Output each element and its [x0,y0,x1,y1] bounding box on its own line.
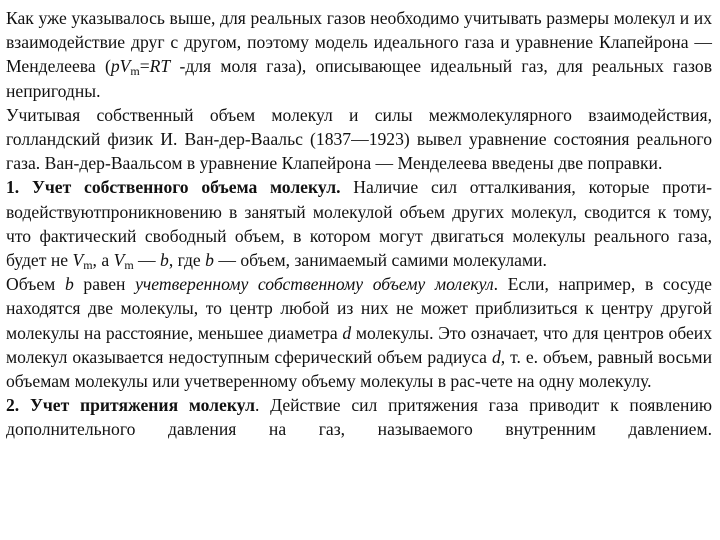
p4-text-e: молекулы. Это означает, что для центров обеих молекул оказывается недоступным сферический объем радиуса [6,322,713,367]
subscript-m1: m [83,258,93,273]
heading-attraction: 2. Учет притяжения молекул [6,395,255,416]
paragraph-3 [6,175,712,272]
p4-text-d: . Если, например, в сосуде находятся две молекулы, то центр любой из них не может приблизиться к центру другой молекулы на расстояние, меньшее диаметра [6,274,712,343]
var-v2: V [113,250,125,271]
paragraph-2: Учитывая собственный объем молекул и силы межмолекулярного взаимодействия, голландский физик И. Ван-дер-Ваальс (1837—1923) вывел уравнение состояния реального газа. Ван-дер-Ваальсом в уравнение Клапейрона — Менделеева введены две поправки. [6,104,712,174]
italic-phrase: учетверенному собственному объему молекул [135,274,494,295]
p3-text-c: , а [92,250,114,271]
paragraph-1 [6,6,712,103]
p5-text-a: . Действие сил притяжения газа приводит к появлению дополнительного давления на газ, называемого внутренним давлением. [6,395,713,440]
var-v: V [119,56,131,77]
p4-text-c: равен [73,274,136,295]
var-b2: b [205,250,214,271]
paragraph-4 [6,272,712,393]
subscript-m: m [130,64,140,79]
var-b1: b [160,250,169,271]
p1-text-b: -для моля газа), описывающее идеальный газ, для реальных газов непригодны. [6,56,712,101]
paragraph-5 [6,393,712,441]
p3-text-a: Наличие сил отталкивания, которые проти-водействуютпроникновению в занятый молекулой объем других молекул, сводится к тому, что фактический свободный объем, в котором могут двигаться молекулы реального газа, будет не [6,177,712,271]
var-p: p [110,56,120,77]
p3-text-e: , где [168,250,206,271]
p3-text-d: — [133,250,161,271]
heading-own-volume: 1. Учет собственного объема молекул. [6,177,341,198]
subscript-m2: m [124,258,134,273]
var-b: b [64,274,74,295]
p3-text-f: — объем, занимаемый самими молекулами. [213,250,547,271]
var-d2: d, [491,346,506,367]
p4-text-f: т. е. объем, равный восьми объемам молекулы или учетверенному объему молекулы в рас-чете на одну молекулу. [6,346,712,392]
var-d: d [342,322,352,343]
equals-sign: = [139,56,150,77]
var-v1: V [72,250,84,271]
var-rt: RT [149,56,171,77]
p1-text-a: Как уже указывалось выше, для реальных газов необходимо учитывать размеры молекул и их взаимодействие друг с другом, поэтому модель идеального газа и уравнение Клапейрона — Менделеева ( [6,8,712,77]
p4-text-a: Объем [6,274,65,295]
